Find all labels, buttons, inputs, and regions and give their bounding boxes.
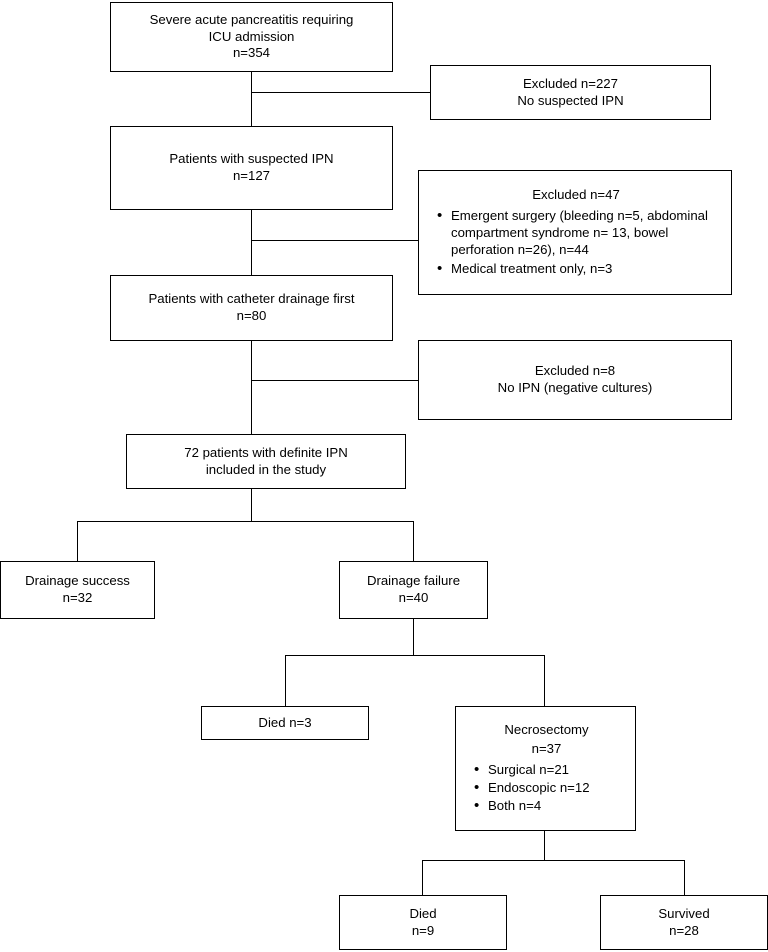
node-died-3 — [201, 706, 369, 740]
connector-n3-excluded47 — [251, 240, 419, 241]
node-bullet-list — [429, 206, 723, 278]
connector-n7-down — [251, 489, 252, 522]
node-line: included in the study — [205, 461, 327, 477]
node-line: Excluded n=227 — [523, 75, 618, 91]
node-drainage-failure — [339, 561, 488, 619]
connector-to-survived28 — [684, 860, 685, 895]
node-excluded-47 — [418, 170, 732, 295]
node-line: No suspected IPN — [517, 92, 624, 108]
connector-n5-n7 — [251, 341, 252, 434]
node-line: Drainage success — [25, 573, 130, 589]
node-title: Excluded n=47 — [532, 187, 620, 203]
node-line: ICU admission — [208, 28, 295, 44]
node-line: n=80 — [236, 308, 267, 323]
connector-n9-down — [413, 619, 414, 656]
node-excluded-no-suspected-ipn — [430, 65, 711, 120]
node-drainage-success — [0, 561, 155, 619]
connector-to-died9 — [422, 860, 423, 895]
connector-n1-n3 — [251, 72, 252, 126]
node-title: Necrosectomy — [504, 721, 589, 737]
node-line: n=354 — [232, 45, 271, 61]
node-line: No IPN (negative cultures) — [497, 380, 653, 395]
node-catheter-drainage-first — [110, 275, 393, 341]
connector-to-died3 — [285, 655, 286, 706]
node-patients-suspected-ipn — [110, 126, 393, 210]
node-line: n=32 — [62, 590, 93, 605]
node-line: Excluded n=8 — [534, 363, 616, 379]
node-survived-28 — [600, 895, 768, 950]
connector-to-necrosectomy — [544, 655, 545, 706]
node-severe-acute-pancreatitis — [110, 2, 393, 72]
node-line: Survived — [658, 905, 710, 921]
node-line: 72 patients with definite IPN — [184, 444, 348, 460]
node-bullet-list — [466, 760, 627, 815]
node-line: Severe acute pancreatitis requiring — [149, 11, 354, 27]
node-definite-ipn-included — [126, 434, 406, 489]
node-bullet: • Both n=4 — [488, 797, 627, 814]
node-line: Patients with suspected IPN — [169, 151, 334, 167]
node-excluded-no-ipn — [418, 340, 732, 420]
node-line: Drainage failure — [366, 573, 461, 589]
node-bullet: • Medical treatment only, n=3 — [451, 260, 723, 277]
connector-n1-excluded227 — [251, 92, 431, 93]
node-line: Died n=3 — [258, 714, 312, 730]
node-title-count: n=37 — [531, 740, 562, 756]
node-line: n=127 — [232, 168, 271, 183]
node-bullet: • Emergent surgery (bleeding n=5, abdominal compartment syndrome n= 13, bowel perforation n=26), n=44 — [451, 207, 723, 258]
node-line: Patients with catheter drainage first — [148, 291, 355, 307]
connector-to-drainage-failure — [413, 521, 414, 561]
node-line: n=9 — [411, 922, 435, 938]
node-bullet: • Endoscopic n=12 — [488, 779, 627, 796]
node-line: n=40 — [398, 590, 429, 605]
node-line: n=28 — [669, 922, 699, 938]
connector-to-drainage-success — [77, 521, 78, 561]
node-died-9 — [339, 895, 507, 950]
connector-split-success-failure — [77, 521, 414, 522]
node-necrosectomy — [455, 706, 636, 831]
node-bullet: • Surgical n=21 — [488, 761, 627, 778]
connector-split-died-survived — [422, 860, 684, 861]
connector-n3-n5 — [251, 210, 252, 275]
node-line: Died — [409, 905, 437, 921]
connector-n5-excluded8 — [251, 380, 419, 381]
connector-split-died-necro — [285, 655, 544, 656]
connector-n11-down — [544, 831, 545, 861]
